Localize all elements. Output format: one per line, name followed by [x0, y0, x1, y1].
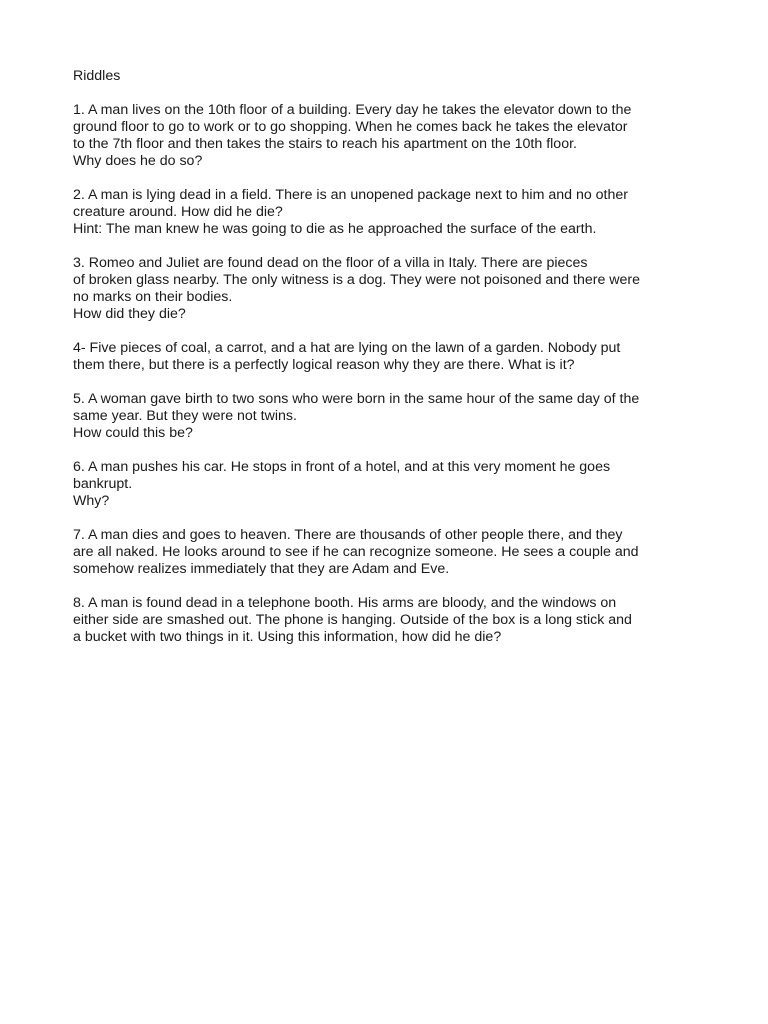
- riddle-line: 4- Five pieces of coal, a carrot, and a hat are lying on the lawn of a garden. Nobody put: [73, 340, 621, 356]
- riddle-4: [73, 340, 703, 374]
- riddle-line: Hint: The man knew he was going to die as he approached the surface of the earth.: [73, 221, 597, 237]
- riddle-8: [73, 595, 703, 646]
- riddle-line: Why?: [73, 493, 110, 509]
- riddle-line: either side are smashed out. The phone is hanging. Outside of the box is a long stick and: [73, 612, 632, 628]
- riddle-7: [73, 527, 703, 578]
- riddle-line: 5. A woman gave birth to two sons who were born in the same hour of the same day of the: [73, 391, 640, 407]
- document-body: [73, 68, 703, 663]
- riddle-line: How could this be?: [73, 425, 193, 441]
- riddle-2: [73, 187, 703, 238]
- riddle-line: no marks on their bodies.: [73, 289, 233, 305]
- riddle-line: 7. A man dies and goes to heaven. There are thousands of other people there, and they: [73, 527, 623, 543]
- riddle-line: a bucket with two things in it. Using this information, how did he die?: [73, 629, 502, 645]
- riddle-line: them there, but there is a perfectly logical reason why they are there. What is it?: [73, 357, 575, 373]
- riddle-line: 3. Romeo and Juliet are found dead on the floor of a villa in Italy. There are pieces: [73, 255, 588, 271]
- riddle-6: [73, 459, 703, 510]
- riddle-line: somehow realizes immediately that they are Adam and Eve.: [73, 561, 450, 577]
- riddle-line: creature around. How did he die?: [73, 204, 283, 220]
- document-title: Riddles: [73, 68, 121, 84]
- riddle-5: [73, 391, 703, 442]
- riddle-line: Why does he do so?: [73, 153, 203, 169]
- riddle-line: are all naked. He looks around to see if he can recognize someone. He sees a couple and: [73, 544, 639, 560]
- riddle-line: bankrupt.: [73, 476, 133, 492]
- riddle-line: of broken glass nearby. The only witness is a dog. They were not poisoned and there were: [73, 272, 641, 288]
- riddle-1: [73, 102, 703, 170]
- riddle-line: same year. But they were not twins.: [73, 408, 297, 424]
- riddle-line: to the 7th floor and then takes the stairs to reach his apartment on the 10th floor.: [73, 136, 577, 152]
- riddle-line: 1. A man lives on the 10th floor of a building. Every day he takes the elevator down to the: [73, 102, 632, 118]
- riddle-line: ground floor to go to work or to go shopping. When he comes back he takes the elevator: [73, 119, 628, 135]
- riddle-line: 6. A man pushes his car. He stops in front of a hotel, and at this very moment he goes: [73, 459, 611, 475]
- riddle-line: 2. A man is lying dead in a field. There is an unopened package next to him and no other: [73, 187, 629, 203]
- riddle-line: 8. A man is found dead in a telephone booth. His arms are bloody, and the windows on: [73, 595, 617, 611]
- riddle-3: [73, 255, 703, 323]
- riddle-line: How did they die?: [73, 306, 186, 322]
